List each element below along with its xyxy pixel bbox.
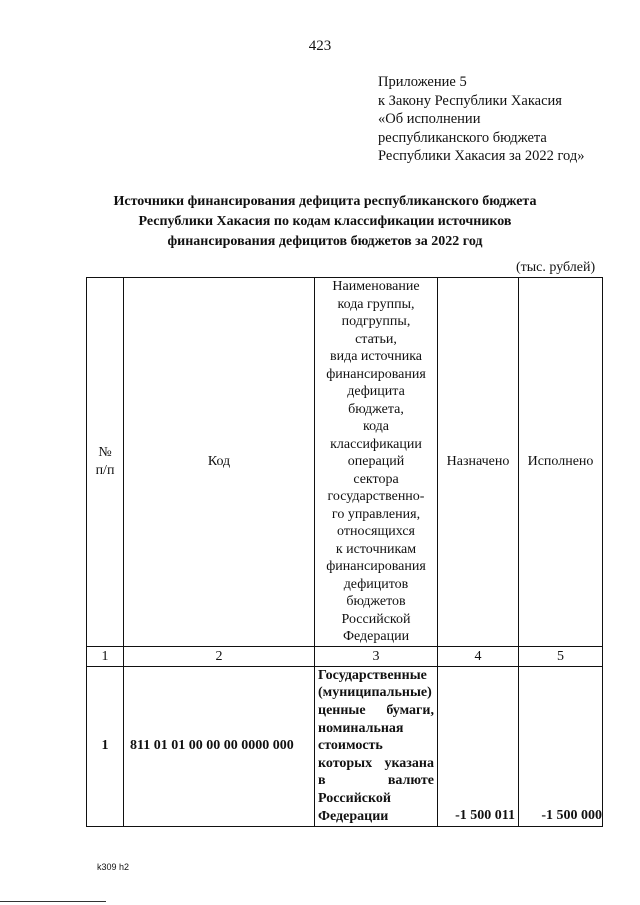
appendix-line: Республики Хакасия за 2022 год» <box>378 148 585 164</box>
table-row <box>87 666 603 826</box>
row-executed: -1 500 000 <box>519 666 603 826</box>
column-number: 1 <box>87 646 124 666</box>
appendix-line: Приложение 5 <box>378 74 467 90</box>
header-name: Наименование кода группы, подгруппы, статьи, вида источника финансирования дефицита бюджета, кода классификации операций сектора государственно- го управления, относящихся к источникам финансирования дефицитов бюджетов Российской Федерации <box>315 278 438 647</box>
title-line: Источники финансирования дефицита республиканского бюджета <box>113 194 537 209</box>
appendix-line: республиканского бюджета <box>378 129 547 146</box>
appendix-line: «Об исполнении <box>378 111 481 127</box>
header-code: Код <box>124 278 315 647</box>
appendix-line: к Закону Республики Хакасия <box>378 92 562 109</box>
row-num: 1 <box>87 666 124 826</box>
row-name: Государственные (муниципальные) ценные бумаги, номинальная стоимость которых указана в валюте Российской Федерации <box>315 666 438 826</box>
table-header-row <box>87 278 603 647</box>
financing-table <box>86 277 603 827</box>
column-number: 2 <box>124 646 315 666</box>
title-line: Республики Хакасия по кодам классификации источников <box>138 214 512 229</box>
column-number: 3 <box>315 646 438 666</box>
footer-code: k309 h2 <box>97 862 130 872</box>
page-number: 423 <box>308 38 332 54</box>
row-planned: -1 500 011 <box>438 666 519 826</box>
units-label: (тыс. рублей) <box>516 260 596 275</box>
column-number-row <box>87 646 603 666</box>
appendix-block <box>378 73 584 166</box>
column-number: 5 <box>519 646 603 666</box>
column-number: 4 <box>438 646 519 666</box>
header-planned: Назначено <box>438 278 519 647</box>
title-line: финансирования дефицитов бюджетов за 2022 год <box>167 234 483 249</box>
document-title <box>90 192 560 252</box>
row-code: 811 01 01 00 00 00 0000 000 <box>124 666 315 826</box>
bottom-divider <box>0 901 106 902</box>
header-executed: Исполнено <box>519 278 603 647</box>
header-num: № п/п <box>87 278 124 647</box>
